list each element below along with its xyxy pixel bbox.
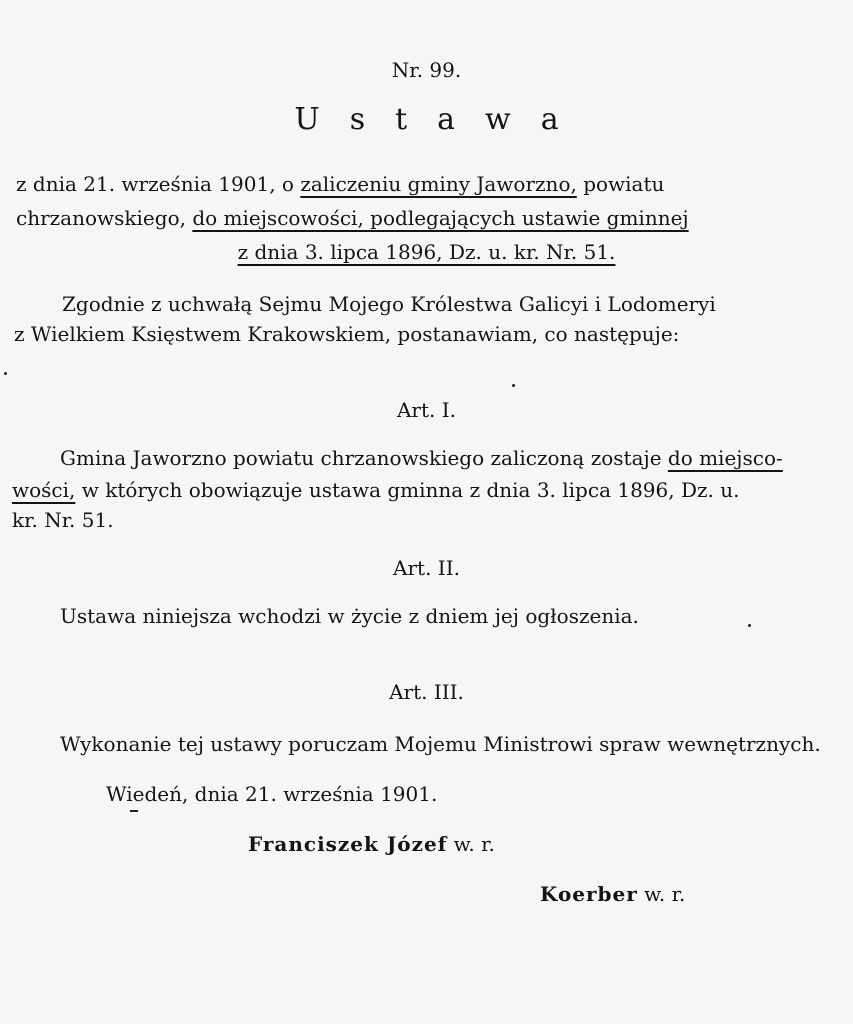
signature-minister-name: Koerber (540, 882, 638, 906)
subtitle-line-3 (0, 240, 853, 264)
preamble-line-2: z Wielkiem Księstwem Krakowskiem, postanawiam, co następuje: (14, 322, 680, 346)
law-title: Ustawa (294, 102, 589, 137)
paper-speck (512, 384, 515, 387)
article-1-line-1 (60, 446, 783, 470)
signature-minister (540, 882, 685, 906)
subtitle-line-2-underlined: do miejscowości, podlegających ustawie gminnej (192, 206, 689, 230)
article-3-heading: Art. III. (389, 680, 464, 704)
subtitle-line-1-underlined: zaliczeniu gminy Jaworzno, (300, 172, 577, 196)
paper-speck (748, 624, 751, 627)
signature-minister-suffix: w. r. (637, 882, 686, 906)
article-2-heading: Art. II. (393, 556, 460, 580)
article-1-line-3: kr. Nr. 51. (12, 508, 114, 532)
article-2-text: Ustawa niniejsza wchodzi w życie z dniem jej ogłoszenia. (60, 604, 639, 628)
signature-emperor-suffix: w. r. (447, 832, 495, 856)
preamble-line-1: Zgodnie z uchwałą Sejmu Mojego Królestwa Galicyi i Lodomeryi (62, 292, 716, 316)
subtitle-line-2-start: chrzanowskiego, (16, 206, 193, 230)
subtitle-line-1-end: powiatu (576, 172, 665, 196)
subtitle-line-2 (16, 206, 816, 230)
subtitle-line-1 (16, 172, 809, 196)
subtitle-line-3-underlined: z dnia 3. lipca 1896, Dz. u. kr. Nr. 51. (237, 240, 616, 264)
paper-speck (4, 372, 7, 375)
paper-speck (130, 810, 138, 812)
article-1-line-2-underlined: wości, (12, 478, 76, 502)
place-and-date: Wiedeń, dnia 21. września 1901. (106, 782, 438, 806)
article-1-line-2-end: w których obowiązuje ustawa gminna z dnia 3. lipca 1896, Dz. u. (75, 478, 740, 502)
article-1-line-1-start: Gmina Jaworzno powiatu chrzanowskiego zaliczoną zostaje (60, 446, 668, 470)
article-3-text: Wykonanie tej ustawy poruczam Mojemu Ministrowi spraw wewnętrznych. (60, 732, 821, 756)
article-1-line-2 (12, 478, 739, 502)
subtitle-line-1-start: z dnia 21. września 1901, o (16, 172, 301, 196)
signature-emperor-name: Franciszek Józef (248, 832, 448, 856)
law-number: Nr. 99. (391, 58, 462, 82)
article-1-heading: Art. I. (396, 398, 456, 422)
article-1-line-1-underlined: do miejsco- (667, 446, 783, 470)
signature-emperor (248, 832, 495, 856)
